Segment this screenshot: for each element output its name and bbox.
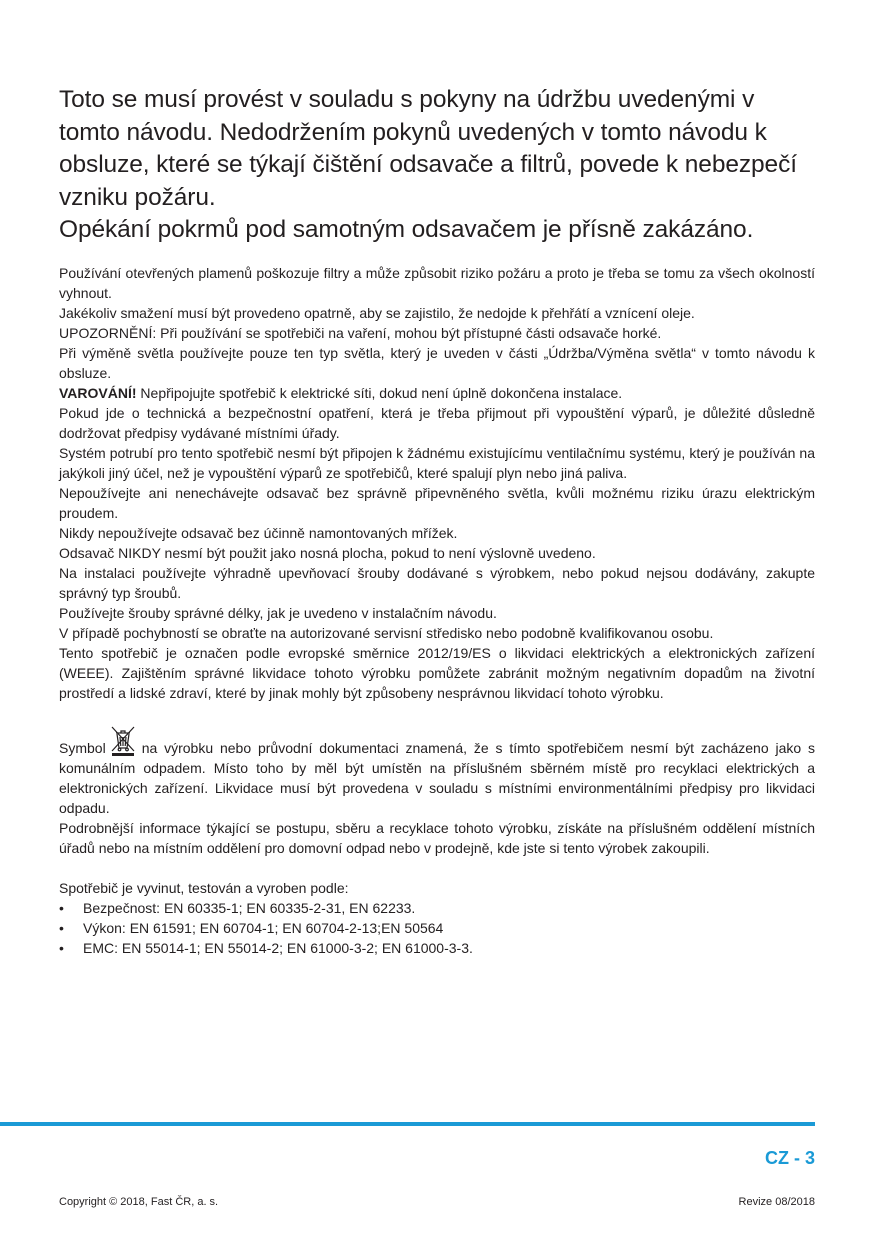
more-info-paragraph: Podrobnější informace týkající se postupu, sběru a recyklace tohoto výrobku, získáte na příslušném oddělení místních úřadů nebo na místním oddělení pro domovní odpad nebo v prodejně, kde jste si tento výrobek zakoupili. [59, 819, 815, 856]
lead-warning-text: Toto se musí provést v souladu s pokyny na údržbu uvedenými v tomto návodu. Nedodržením pokynů uvedených v tomto návodu k obsluze, které se týkají čištění odsavače a filtrů, povede k nebezpečí vzniku požáru. [59, 86, 797, 211]
weee-symbol-paragraph [59, 725, 815, 818]
bullet: • [59, 899, 64, 916]
safety-instructions [59, 263, 815, 958]
warning-label: VAROVÁNÍ! [59, 384, 137, 401]
paragraph: Používání otevřených plamenů poškozuje filtry a může způsobit riziko požáru a proto je třeba se tomu za všech okolností vyhnout. [59, 264, 815, 301]
spacer [59, 858, 815, 878]
warning-text: Nepřipojujte spotřebič k elektrické síti, dokud není úplně dokončena instalace. [136, 384, 623, 401]
list-item [59, 938, 815, 958]
paragraph: V případě pochybností se obraťte na autorizované servisní středisko nebo podobně kvalifikovanou osobu. [59, 624, 714, 641]
paragraph: Systém potrubí pro tento spotřebič nesmí být připojen k žádnému existujícímu ventilačnímu systému, který je používán na jakýkoli jiný účel, než je vypouštění výparů ze spotřebičů, které spalují plyn nebo jiná paliva. [59, 444, 815, 481]
lead-prohibition-text: Opékání pokrmů pod samotným odsavačem je přísně zakázáno. [59, 216, 754, 243]
list-item [59, 918, 815, 938]
copyright: Copyright © 2018, Fast ČR, a. s. [59, 1196, 219, 1208]
symbol-word: Symbol [59, 739, 106, 756]
paragraph: Odsavač NIKDY nesmí být použit jako nosná plocha, pokud to není výslovně uvedeno. [59, 544, 596, 561]
paragraph: Při výměně světla používejte pouze ten typ světla, který je uveden v části „Údržba/Výměna světla“ v tomto návodu k obsluze. [59, 344, 815, 381]
bullet: • [59, 939, 64, 956]
crossed-out-wheelie-bin-icon [110, 725, 136, 757]
paragraph: UPOZORNĚNÍ: Při používání se spotřebiči na vaření, mohou být přístupné části odsavače horké. [59, 324, 662, 341]
standards-list [59, 898, 815, 958]
paragraph: Nikdy nepoužívejte odsavač bez účinně namontovaných mřížek. [59, 524, 458, 541]
bullet: • [59, 919, 64, 936]
footer-divider [0, 1122, 815, 1126]
list-item [59, 898, 815, 918]
list-item-text: EMC: EN 55014-1; EN 55014-2; EN 61000-3-2; EN 61000-3-3. [83, 939, 473, 956]
standards-intro: Spotřebič je vyvinut, testován a vyroben podle: [59, 879, 349, 896]
weee-directive-paragraph: Tento spotřebič je označen podle evropské směrnice 2012/19/ES o likvidaci elektrických a elektronických zařízení (WEEE). Zajištěním správné likvidace tohoto výrobku pomůžete zabránit možným negativním dopadům na životní prostředí a lidské zdraví, které by jinak mohly být způsobeny nesprávnou likvidací tohoto výrobku. [59, 644, 815, 701]
list-item-text: Výkon: EN 61591; EN 60704-1; EN 60704-2-13;EN 50564 [83, 919, 444, 936]
paragraph: Na instalaci používejte výhradně upevňovací šrouby dodávané s výrobkem, nebo pokud nejsou dodávány, zakupte správný typ šroubů. [59, 564, 815, 601]
paragraph: Pokud jde o technická a bezpečnostní opatření, která je třeba přijmout při vypouštění výparů, je důležité důsledně dodržovat předpisy vydávané místními úřady. [59, 404, 815, 441]
paragraph: Nepoužívejte ani nenechávejte odsavač bez správně připevněného světla, kvůli možnému riziku úrazu elektrickým proudem. [59, 484, 815, 521]
revision: Revize 08/2018 [738, 1196, 815, 1208]
page-number: CZ - 3 [764, 1148, 815, 1168]
list-item-text: Bezpečnost: EN 60335-1; EN 60335-2-31, EN 62233. [83, 899, 416, 916]
paragraph: Používejte šrouby správné délky, jak je uvedeno v instalačním návodu. [59, 604, 497, 621]
lead-warning [59, 84, 815, 247]
weee-symbol-text: na výrobku nebo průvodní dokumentaci znamená, že s tímto spotřebičem nesmí být zacházeno jako s komunálním odpadem. Místo toho by měl být umístěn na příslušném sběrném místě pro recyklaci elektrických a elektronických zařízení. Likvidace musí být provedena v souladu s místními environmentálními předpisy pro likvidaci odpadu. [59, 739, 815, 816]
warning-paragraph [59, 383, 815, 403]
spacer [59, 703, 815, 725]
page-content [59, 84, 815, 958]
paragraph: Jakékoliv smažení musí být provedeno opatrně, aby se zajistilo, že nedojde k přehřátí a vznícení oleje. [59, 304, 695, 321]
